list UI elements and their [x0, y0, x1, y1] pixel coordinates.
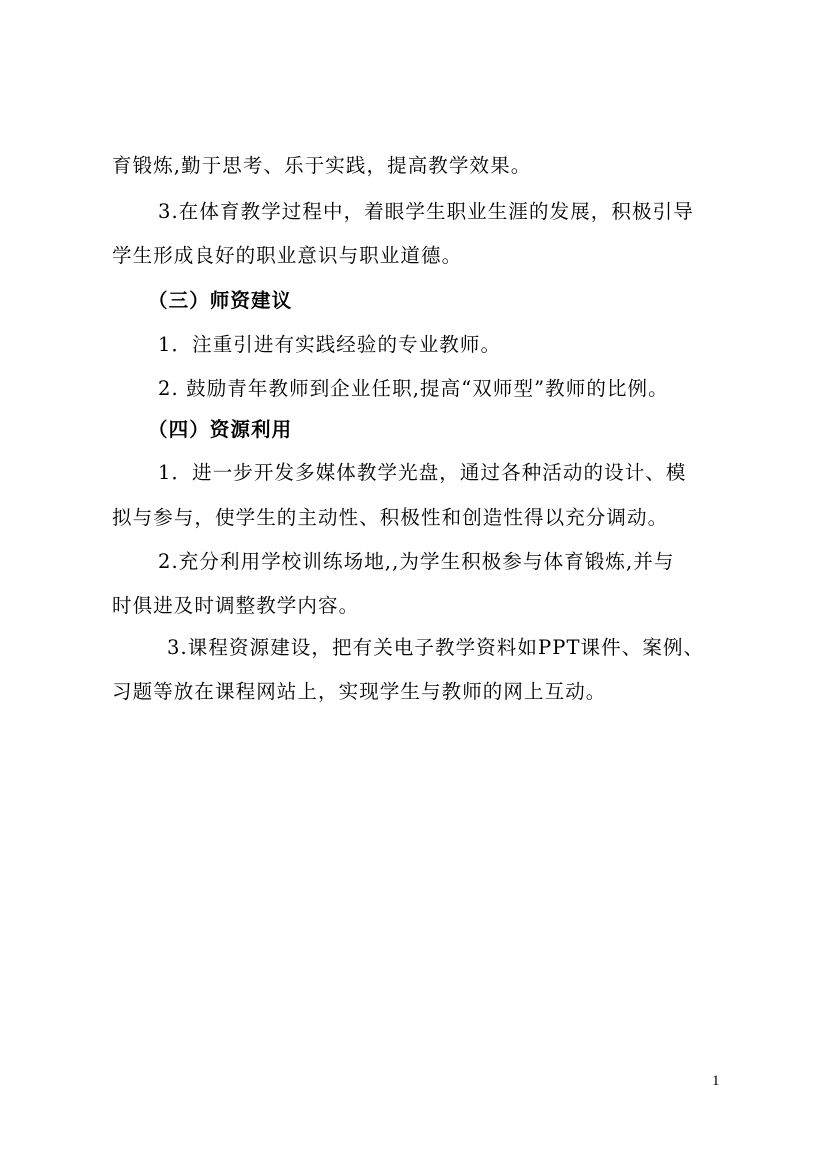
- paragraph-line: 2. 鼓励青年教师到企业任职,提高“双师型”教师的比例。: [158, 377, 669, 400]
- paragraph-line: 1．注重引进有实践经验的专业教师。: [158, 333, 502, 356]
- paragraph-line: 2.充分利用学校训练场地,,为学生积极参与体育锻炼,并与: [158, 550, 675, 573]
- section-heading: （三）师资建议: [148, 289, 293, 312]
- paragraph-line: 3.课程资源建设，把有关电子教学资料如PPT课件、案例、: [167, 636, 705, 659]
- paragraph-line: 学生形成良好的职业意识与职业道德。: [112, 244, 463, 267]
- paragraph-line: 育锻炼,勤于思考、乐于实践，提高教学效果。: [112, 154, 532, 177]
- paragraph-line: 拟与参与，使学生的主动性、积极性和创造性得以充分调动。: [112, 506, 669, 529]
- paragraph-line: 时俱进及时调整教学内容。: [112, 594, 360, 617]
- paragraph-line: 习题等放在课程网站上，实现学生与教师的网上互动。: [112, 680, 607, 703]
- page-number: 1: [712, 1073, 720, 1089]
- paragraph-line: 1．进一步开发多媒体教学光盘，通过各种活动的设计、模: [158, 461, 687, 484]
- paragraph-line: 3.在体育教学过程中，着眼学生职业生涯的发展，积极引导: [158, 200, 694, 223]
- section-heading: （四）资源利用: [148, 418, 293, 441]
